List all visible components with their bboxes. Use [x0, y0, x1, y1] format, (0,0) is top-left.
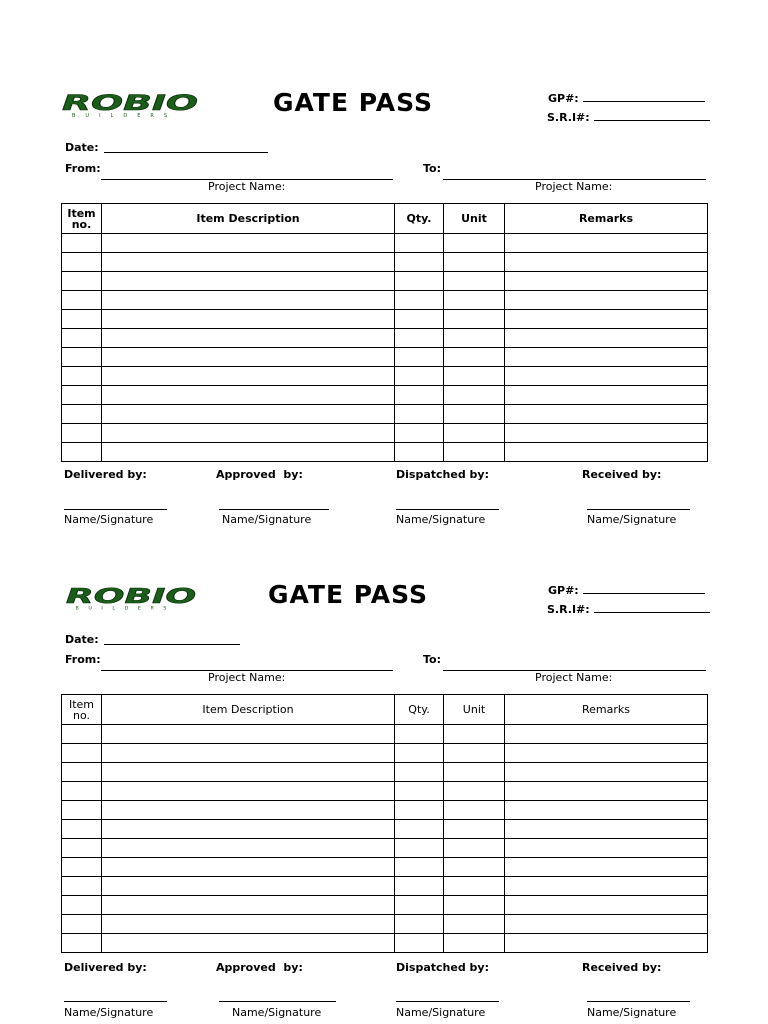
table-row	[62, 877, 708, 896]
remarks-cell[interactable]	[505, 725, 708, 744]
approved-by-signature-line[interactable]	[219, 1001, 336, 1002]
received-by-label: Received by:	[582, 961, 662, 974]
table-header	[62, 695, 708, 725]
logo-sub: BUILDERS	[75, 606, 176, 611]
delivered-by-label: Delivered by:	[64, 468, 147, 481]
to-label: To:	[423, 162, 441, 175]
item-no-cell[interactable]	[62, 782, 102, 801]
col-qty: Qty.	[395, 204, 444, 234]
col-item-description: Item Description	[102, 695, 395, 725]
qty-cell[interactable]	[395, 763, 444, 782]
delivered-by-name-signature: Name/Signature	[64, 1006, 154, 1019]
table-row	[62, 725, 708, 744]
approved-by-name-signature: Name/Signature	[232, 1006, 322, 1019]
table-row	[62, 896, 708, 915]
delivered-by-name-signature: Name/Signature	[64, 513, 154, 526]
to-project-name-label: Project Name:	[535, 671, 613, 684]
unit-cell[interactable]	[444, 725, 505, 744]
item-description-cell[interactable]	[102, 877, 395, 896]
remarks-cell[interactable]	[505, 839, 708, 858]
qty-cell[interactable]	[395, 744, 444, 763]
remarks-cell[interactable]	[505, 763, 708, 782]
table-body	[62, 725, 708, 953]
item-no-cell[interactable]	[62, 744, 102, 763]
qty-cell[interactable]	[395, 896, 444, 915]
item-no-cell[interactable]	[62, 915, 102, 934]
item-no-cell[interactable]	[62, 725, 102, 744]
approved-by-signature-line[interactable]	[219, 509, 329, 510]
gp-label: GP#:	[548, 92, 579, 105]
to-label: To:	[423, 653, 441, 666]
item-description-cell[interactable]	[102, 744, 395, 763]
table-row	[62, 839, 708, 858]
from-label: From:	[65, 653, 101, 666]
received-by-name-signature: Name/Signature	[587, 513, 677, 526]
dispatched-by-name-signature: Name/Signature	[396, 1006, 486, 1019]
items-table	[61, 694, 708, 953]
table-row	[62, 820, 708, 839]
unit-cell[interactable]	[444, 763, 505, 782]
item-description-cell[interactable]	[102, 896, 395, 915]
sri-number-field[interactable]	[547, 602, 710, 616]
qty-cell[interactable]	[395, 915, 444, 934]
col-item-no: Item no.	[62, 204, 102, 234]
qty-cell[interactable]	[395, 725, 444, 744]
qty-cell[interactable]	[395, 934, 444, 953]
unit-cell[interactable]	[444, 782, 505, 801]
item-description-cell[interactable]	[102, 725, 395, 744]
item-description-cell[interactable]	[102, 858, 395, 877]
table-row	[62, 801, 708, 820]
robio-builders-logo	[64, 585, 200, 611]
qty-cell[interactable]	[395, 877, 444, 896]
sri-label: S.R.I#:	[547, 111, 590, 124]
remarks-cell[interactable]	[505, 934, 708, 953]
dispatched-by-label: Dispatched by:	[396, 961, 489, 974]
date-label: Date:	[65, 141, 99, 154]
table-row	[62, 934, 708, 953]
remarks-cell[interactable]	[505, 801, 708, 820]
item-description-cell[interactable]	[102, 782, 395, 801]
delivered-by-signature-line[interactable]	[64, 1001, 167, 1002]
logo-brand: ROBIO	[65, 585, 197, 608]
item-no-cell[interactable]	[62, 877, 102, 896]
date-blank[interactable]	[104, 644, 240, 645]
logo-brand: ROBIO	[62, 92, 199, 115]
col-remarks: Remarks	[505, 695, 708, 725]
received-by-name-signature: Name/Signature	[587, 1006, 677, 1019]
col-item-no: Item no.	[62, 695, 102, 725]
item-description-cell[interactable]	[102, 763, 395, 782]
qty-cell[interactable]	[395, 858, 444, 877]
col-item-description: Item Description	[102, 204, 395, 234]
qty-cell[interactable]	[395, 801, 444, 820]
col-remarks: Remarks	[505, 204, 708, 234]
table-row	[62, 763, 708, 782]
unit-cell[interactable]	[444, 934, 505, 953]
sri-blank[interactable]	[594, 602, 710, 613]
unit-cell[interactable]	[444, 915, 505, 934]
remarks-cell[interactable]	[505, 877, 708, 896]
to-project-name-label: Project Name:	[535, 180, 613, 193]
gp-number-field[interactable]	[548, 583, 705, 597]
unit-cell[interactable]	[444, 839, 505, 858]
delivered-by-label: Delivered by:	[64, 961, 147, 974]
dispatched-by-signature-line[interactable]	[396, 1001, 499, 1002]
gp-label: GP#:	[548, 584, 579, 597]
approved-by-label: Approved by:	[216, 961, 303, 974]
sri-label: S.R.I#:	[547, 603, 590, 616]
unit-cell[interactable]	[444, 801, 505, 820]
remarks-cell[interactable]	[505, 915, 708, 934]
received-by-signature-line[interactable]	[587, 1001, 690, 1002]
table-row	[62, 782, 708, 801]
dispatched-by-signature-line[interactable]	[396, 509, 499, 510]
delivered-by-signature-line[interactable]	[64, 509, 167, 510]
item-description-cell[interactable]	[102, 801, 395, 820]
form-title: GATE PASS	[273, 88, 434, 117]
item-description-cell[interactable]	[102, 820, 395, 839]
approved-by-name-signature: Name/Signature	[222, 513, 312, 526]
qty-cell[interactable]	[395, 839, 444, 858]
from-label: From:	[65, 162, 101, 175]
item-no-cell[interactable]	[62, 763, 102, 782]
col-unit: Unit	[444, 695, 505, 725]
item-no-cell[interactable]	[62, 896, 102, 915]
remarks-cell[interactable]	[505, 744, 708, 763]
received-by-label: Received by:	[582, 468, 662, 481]
from-project-name-label: Project Name:	[208, 671, 286, 684]
table-row	[62, 858, 708, 877]
item-no-cell[interactable]	[62, 934, 102, 953]
item-description-cell[interactable]	[102, 934, 395, 953]
dispatched-by-label: Dispatched by:	[396, 468, 489, 481]
table-row	[62, 915, 708, 934]
logo-sub: BUILDERS	[72, 113, 178, 118]
unit-cell[interactable]	[444, 744, 505, 763]
unit-cell[interactable]	[444, 820, 505, 839]
dispatched-by-name-signature: Name/Signature	[396, 513, 486, 526]
from-project-name-label: Project Name:	[208, 180, 286, 193]
received-by-signature-line[interactable]	[587, 509, 690, 510]
remarks-cell[interactable]	[505, 782, 708, 801]
col-unit: Unit	[444, 204, 505, 234]
item-no-cell[interactable]	[62, 801, 102, 820]
qty-cell[interactable]	[395, 782, 444, 801]
item-no-cell[interactable]	[62, 858, 102, 877]
col-qty: Qty.	[395, 695, 444, 725]
remarks-cell[interactable]	[505, 820, 708, 839]
table-row	[62, 744, 708, 763]
remarks-cell[interactable]	[505, 896, 708, 915]
form-title: GATE PASS	[268, 580, 429, 609]
approved-by-label: Approved by:	[216, 468, 303, 481]
date-label: Date:	[65, 633, 99, 646]
unit-cell[interactable]	[444, 858, 505, 877]
remarks-cell[interactable]	[505, 858, 708, 877]
unit-cell[interactable]	[444, 877, 505, 896]
gp-blank[interactable]	[583, 583, 705, 594]
item-no-cell[interactable]	[62, 839, 102, 858]
item-description-cell[interactable]	[102, 839, 395, 858]
qty-cell[interactable]	[395, 820, 444, 839]
item-description-cell[interactable]	[102, 915, 395, 934]
unit-cell[interactable]	[444, 896, 505, 915]
item-no-cell[interactable]	[62, 820, 102, 839]
